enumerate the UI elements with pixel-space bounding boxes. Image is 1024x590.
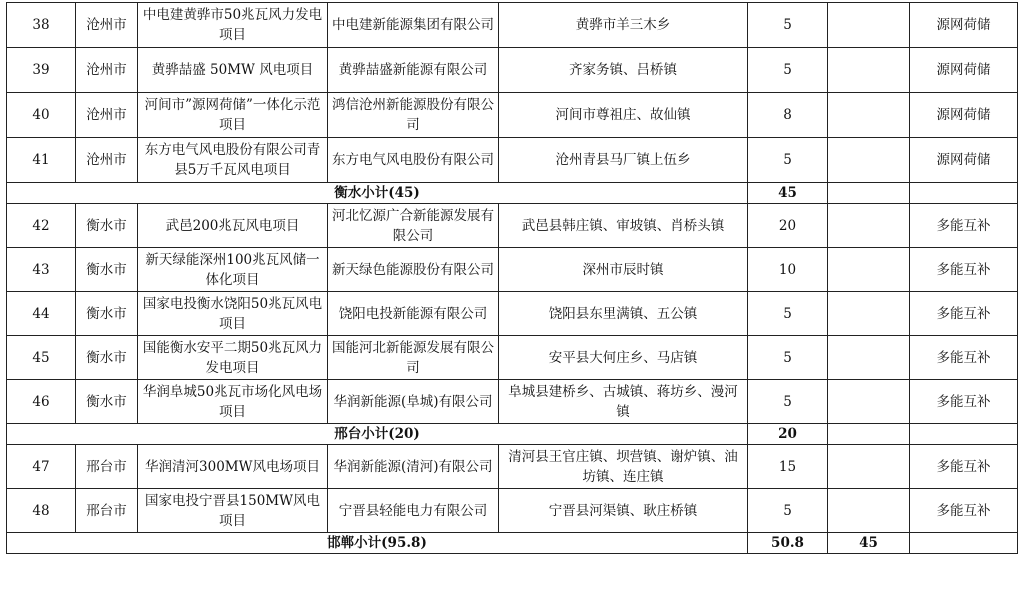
cell-extra xyxy=(828,445,910,489)
cell-extra xyxy=(828,336,910,380)
cell-no: 46 xyxy=(7,380,76,424)
table-row xyxy=(7,380,1018,424)
cell-no: 42 xyxy=(7,204,76,248)
cell-project: 新天绿能深州100兆瓦风储一体化项目 xyxy=(138,248,328,292)
cell-type: 多能互补 xyxy=(910,489,1018,533)
table-row xyxy=(7,489,1018,533)
cell-type: 多能互补 xyxy=(910,380,1018,424)
table-row xyxy=(7,292,1018,336)
cell-location: 黄骅市羊三木乡 xyxy=(499,3,748,48)
subtotal-scale: 50.8 xyxy=(748,533,828,554)
cell-location: 沧州青县马厂镇上伍乡 xyxy=(499,138,748,183)
cell-extra xyxy=(828,248,910,292)
table-row xyxy=(7,93,1018,138)
cell-scale: 10 xyxy=(748,248,828,292)
cell-extra xyxy=(828,3,910,48)
cell-city: 沧州市 xyxy=(76,138,138,183)
cell-scale: 5 xyxy=(748,292,828,336)
cell-no: 45 xyxy=(7,336,76,380)
cell-city: 衡水市 xyxy=(76,380,138,424)
cell-extra xyxy=(828,138,910,183)
cell-scale: 5 xyxy=(748,336,828,380)
cell-no: 41 xyxy=(7,138,76,183)
subtotal-blank xyxy=(910,183,1018,204)
cell-type: 源网荷储 xyxy=(910,138,1018,183)
cell-scale: 5 xyxy=(748,138,828,183)
cell-company: 中电建新能源集团有限公司 xyxy=(328,3,499,48)
cell-extra xyxy=(828,204,910,248)
subtotal-row xyxy=(7,533,1018,554)
cell-no: 38 xyxy=(7,3,76,48)
cell-city: 沧州市 xyxy=(76,3,138,48)
table-row xyxy=(7,3,1018,48)
project-table xyxy=(6,2,1018,554)
cell-company: 鸿信沧州新能源股份有限公司 xyxy=(328,93,499,138)
cell-location: 深州市辰时镇 xyxy=(499,248,748,292)
cell-type: 多能互补 xyxy=(910,248,1018,292)
table-row xyxy=(7,138,1018,183)
subtotal-label: 邯郸小计(95.8) xyxy=(7,533,748,554)
cell-extra xyxy=(828,48,910,93)
cell-location: 阜城县建桥乡、古城镇、蒋坊乡、漫河镇 xyxy=(499,380,748,424)
cell-no: 43 xyxy=(7,248,76,292)
subtotal-extra: 45 xyxy=(828,533,910,554)
subtotal-extra xyxy=(828,183,910,204)
cell-extra xyxy=(828,489,910,533)
subtotal-blank xyxy=(910,424,1018,445)
table-wrapper xyxy=(6,2,1017,554)
cell-extra xyxy=(828,93,910,138)
cell-company: 华润新能源(清河)有限公司 xyxy=(328,445,499,489)
cell-company: 新天绿色能源股份有限公司 xyxy=(328,248,499,292)
cell-project: 华润阜城50兆瓦市场化风电场项目 xyxy=(138,380,328,424)
cell-scale: 20 xyxy=(748,204,828,248)
cell-location: 清河县王官庄镇、坝营镇、谢炉镇、油坊镇、连庄镇 xyxy=(499,445,748,489)
cell-type: 多能互补 xyxy=(910,445,1018,489)
cell-city: 邢台市 xyxy=(76,489,138,533)
cell-company: 饶阳电投新能源有限公司 xyxy=(328,292,499,336)
cell-no: 48 xyxy=(7,489,76,533)
cell-city: 衡水市 xyxy=(76,292,138,336)
subtotal-row xyxy=(7,183,1018,204)
cell-city: 沧州市 xyxy=(76,93,138,138)
cell-no: 40 xyxy=(7,93,76,138)
cell-scale: 5 xyxy=(748,48,828,93)
subtotal-scale: 20 xyxy=(748,424,828,445)
cell-type: 源网荷储 xyxy=(910,93,1018,138)
cell-type: 多能互补 xyxy=(910,204,1018,248)
cell-company: 东方电气风电股份有限公司 xyxy=(328,138,499,183)
cell-city: 沧州市 xyxy=(76,48,138,93)
cell-location: 武邑县韩庄镇、审坡镇、肖桥头镇 xyxy=(499,204,748,248)
cell-location: 齐家务镇、吕桥镇 xyxy=(499,48,748,93)
cell-city: 邢台市 xyxy=(76,445,138,489)
cell-scale: 5 xyxy=(748,3,828,48)
cell-location: 宁晋县河渠镇、耿庄桥镇 xyxy=(499,489,748,533)
cell-project: 黄骅喆盛 50MW 风电项目 xyxy=(138,48,328,93)
cell-type: 多能互补 xyxy=(910,336,1018,380)
cell-company: 宁晋县轻能电力有限公司 xyxy=(328,489,499,533)
cell-project: 国家电投宁晋县150MW风电项目 xyxy=(138,489,328,533)
subtotal-label: 邢台小计(20) xyxy=(7,424,748,445)
cell-extra xyxy=(828,380,910,424)
cell-project: 武邑200兆瓦风电项目 xyxy=(138,204,328,248)
table-row xyxy=(7,48,1018,93)
cell-type: 源网荷储 xyxy=(910,3,1018,48)
cell-project: 中电建黄骅市50兆瓦风力发电项目 xyxy=(138,3,328,48)
cell-scale: 8 xyxy=(748,93,828,138)
cell-location: 河间市尊祖庄、故仙镇 xyxy=(499,93,748,138)
cell-scale: 5 xyxy=(748,489,828,533)
subtotal-blank xyxy=(910,533,1018,554)
cell-no: 39 xyxy=(7,48,76,93)
subtotal-row xyxy=(7,424,1018,445)
cell-company: 华润新能源(阜城)有限公司 xyxy=(328,380,499,424)
cell-project: 国能衡水安平二期50兆瓦风力发电项目 xyxy=(138,336,328,380)
cell-scale: 15 xyxy=(748,445,828,489)
table-row xyxy=(7,336,1018,380)
cell-project: 国家电投衡水饶阳50兆瓦风电项目 xyxy=(138,292,328,336)
cell-company: 国能河北新能源发展有限公司 xyxy=(328,336,499,380)
cell-extra xyxy=(828,292,910,336)
cell-location: 安平县大何庄乡、马店镇 xyxy=(499,336,748,380)
subtotal-extra xyxy=(828,424,910,445)
cell-location: 饶阳县东里满镇、五公镇 xyxy=(499,292,748,336)
cell-company: 黄骅喆盛新能源有限公司 xyxy=(328,48,499,93)
cell-city: 衡水市 xyxy=(76,204,138,248)
cell-city: 衡水市 xyxy=(76,248,138,292)
cell-no: 44 xyxy=(7,292,76,336)
subtotal-label: 衡水小计(45) xyxy=(7,183,748,204)
cell-project: 东方电气风电股份有限公司青县5万千瓦风电项目 xyxy=(138,138,328,183)
cell-no: 47 xyxy=(7,445,76,489)
cell-scale: 5 xyxy=(748,380,828,424)
subtotal-scale: 45 xyxy=(748,183,828,204)
cell-city: 衡水市 xyxy=(76,336,138,380)
cell-type: 多能互补 xyxy=(910,292,1018,336)
cell-project: 河间市”源网荷储”一体化示范项目 xyxy=(138,93,328,138)
table-row xyxy=(7,445,1018,489)
cell-company: 河北忆源广合新能源发展有限公司 xyxy=(328,204,499,248)
cell-project: 华润清河300MW风电场项目 xyxy=(138,445,328,489)
cell-type: 源网荷储 xyxy=(910,48,1018,93)
table-row xyxy=(7,248,1018,292)
table-row xyxy=(7,204,1018,248)
